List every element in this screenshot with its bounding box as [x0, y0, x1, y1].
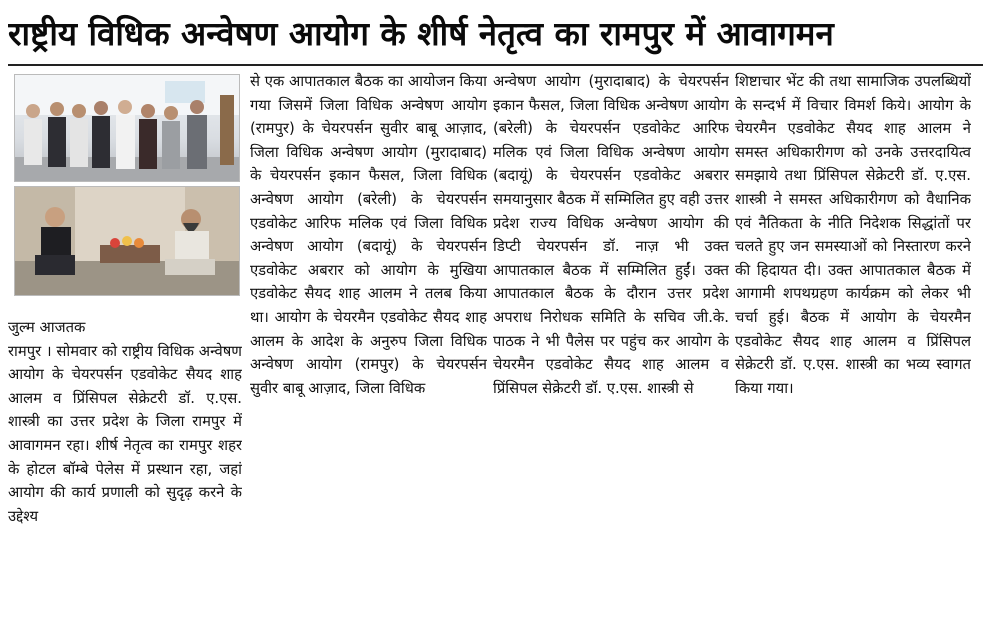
column-4-text: शिष्टाचार भेंट की तथा सामाजिक उपलब्धियों के सन्दर्भ में विचार विमर्श किये। आयोग के चेयरमैन एडवोकेट सैयद शाह आलम ने समस्त अधिकारीगण को उनके उत्तरदायित्व समझाये तथा प्रिंसिपल सेक्रेटरी डॉ. ए.एस. शास्त्री ने समस्त अधिकारीगण को वैधानिक एवं नैतिकता के नीति निदेशक सिद्धांतों पर चलते हुए जन समस्याओं को निस्तारण करने की हिदायत दी। उक्त आपातकाल बैठक में आगामी शपथग्रहण कार्यक्रम को लेकर भी चर्चा हुई। बैठक में आयोग के चेयरमैन एडवोकेट सैयद शाह आलम व प्रिंसिपल सेक्रेटरी डॉ. ए.एस. शास्त्री का भव्य स्वागत किया गया। — [735, 73, 971, 397]
article-column-4 — [735, 70, 971, 610]
article-column-3 — [493, 70, 729, 610]
column-1-text: रामपुर । सोमवार को राष्ट्रीय विधिक अन्वेषण आयोग के चेयरपर्सन एडवोकेट सैयद शाह आलम व प्रिंसिपल सेक्रेटरी डॉ. ए.एस. शास्त्री का उत्तर प्रदेश के जिला रामपुर में आवागमन रहा। शीर्ष नेतृत्व का रामपुर शहर के होटल बॉम्बे पेलेस में प्रस्थान रहा, जहां आयोग की कार्य प्रणाली को सुदृढ़ करने के उद्देश्य — [8, 342, 242, 525]
headline: राष्ट्रीय विधिक अन्वेषण आयोग के शीर्ष नेतृत्व का रामपुर में आवागमन — [8, 14, 834, 53]
byline: जुल्म आजतक — [8, 319, 86, 336]
article-column-1 — [8, 316, 242, 612]
article-column-2 — [250, 70, 487, 610]
column-3-text: अन्वेषण आयोग (मुरादाबाद) के चेयरपर्सन इकान फैसल, जिला विधिक अन्वेषण आयोग (बरेली) के चेयरपर्सन एडवोकेट आरिफ मलिक एवं जिला विधिक अन्वेषण आयोग (बदायूं) के चेयरपर्सन एडवोकेट अबरार समयानुसार बैठक में सम्मिलित हुए वही उत्तर प्रदेश राज्य विधिक अन्वेषण आयोग की डिप्टी चेयरपर्सन डॉ. नाज़ भी उक्त आपातकाल बैठक में सम्मिलित हुईं। उक्त आपातकाल बैठक के दौरान उत्तर प्रदेश अपराध निरोधक समिति के सचिव जी.के. पाठक ने भी पैलेस पर पहुंच कर आयोग के चेयरमैन एडवोकेट सैयद शाह आलम व प्रिंसिपल सेक्रेटरी डॉ. ए.एस. शास्त्री से — [493, 73, 729, 397]
meeting-photo — [14, 186, 240, 296]
group-photo — [14, 74, 240, 182]
headline-rule — [8, 64, 983, 66]
column-2-text: से एक आपातकाल बैठक का आयोजन किया गया जिसमें जिला विधिक अन्वेषण आयोग (रामपुर) के चेयरपर्सन सुवीर बाबू आज़ाद, जिला विधिक अन्वेषण आयोग (मुरादाबाद) के चेयरपर्सन इकान फैसल, जिला विधिक अन्वेषण आयोग (बरेली) के चेयरपर्सन एडवोकेट आरिफ मलिक एवं जिला विधिक अन्वेषण आयोग (बदायूं) के चेयरपर्सन एडवोकेट अबरार को आयोग के मुखिया एडवोकेट सैयद शाह आलम ने तलब किया था। आयोग के चेयरमैन एडवोकेट सैयद शाह आलम के आदेश के अनुरुप जिला विधिक अन्वेषण आयोग (रामपुर) के चेयरपर्सन सुवीर बाबू आज़ाद, जिला विधिक — [250, 73, 487, 397]
